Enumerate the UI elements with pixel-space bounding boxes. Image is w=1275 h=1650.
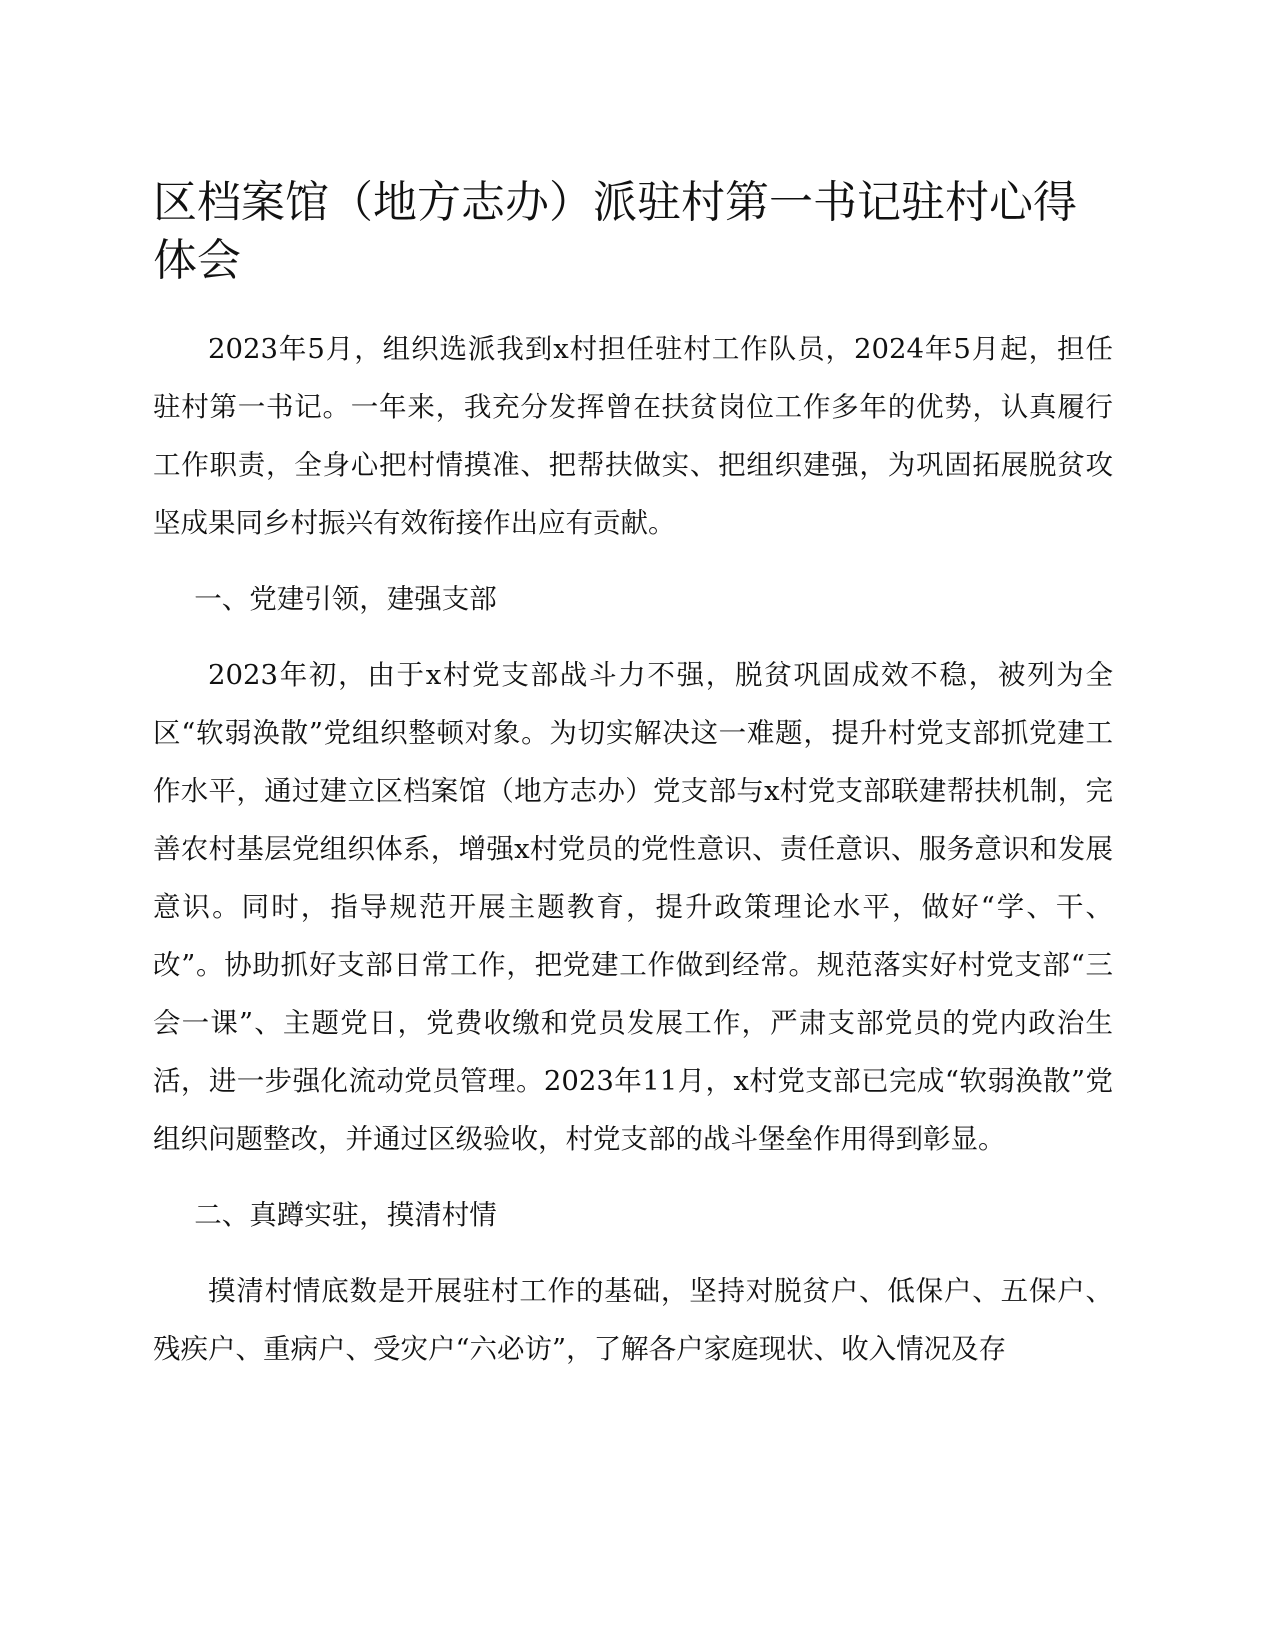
document-title: 区档案馆（地方志办）派驻村第一书记驻村心得体会 — [153, 177, 1077, 286]
section-2-paragraph: 摸清村情底数是开展驻村工作的基础，坚持对脱贫户、低保户、五保户、残疾户、重病户、受灾户“六必访”，了解各户家庭现状、收入情况及存 — [153, 1275, 1113, 1365]
section-2-heading: 二、真蹲实驻，摸清村情 — [194, 1199, 497, 1231]
document-body — [153, 174, 1113, 1378]
intro-paragraph: 2023年5月，组织选派我到x村担任驻村工作队员，2024年5月起，担任驻村第一书记。一年来，我充分发挥曾在扶贫岗位工作多年的优势，认真履行工作职责，全身心把村情摸准、把帮扶做实、把组织建强，为巩固拓展脱贫攻坚成果同乡村振兴有效衔接作出应有贡献。 — [153, 333, 1113, 539]
section-1-paragraph: 2023年初，由于x村党支部战斗力不强，脱贫巩固成效不稳，被列为全区“软弱涣散”党组织整顿对象。为切实解决这一难题，提升村党支部抓党建工作水平，通过建立区档案馆（地方志办）党支部与x村党支部联建帮扶机制，完善农村基层党组织体系，增强x村党员的党性意识、责任意识、服务意识和发展意识。同时，指导规范开展主题教育，提升政策理论水平，做好“学、干、改”。协助抓好支部日常工作，把党建工作做到经常。规范落实好村党支部“三会一课”、主题党日，党费收缴和党员发展工作，严肃支部党员的党内政治生活，进一步强化流动党员管理。2023年11月，x村党支部已完成“软弱涣散”党组织问题整改，并通过区级验收，村党支部的战斗堡垒作用得到彰显。 — [153, 659, 1113, 1155]
section-1-heading: 一、党建引领，建强支部 — [194, 583, 497, 615]
